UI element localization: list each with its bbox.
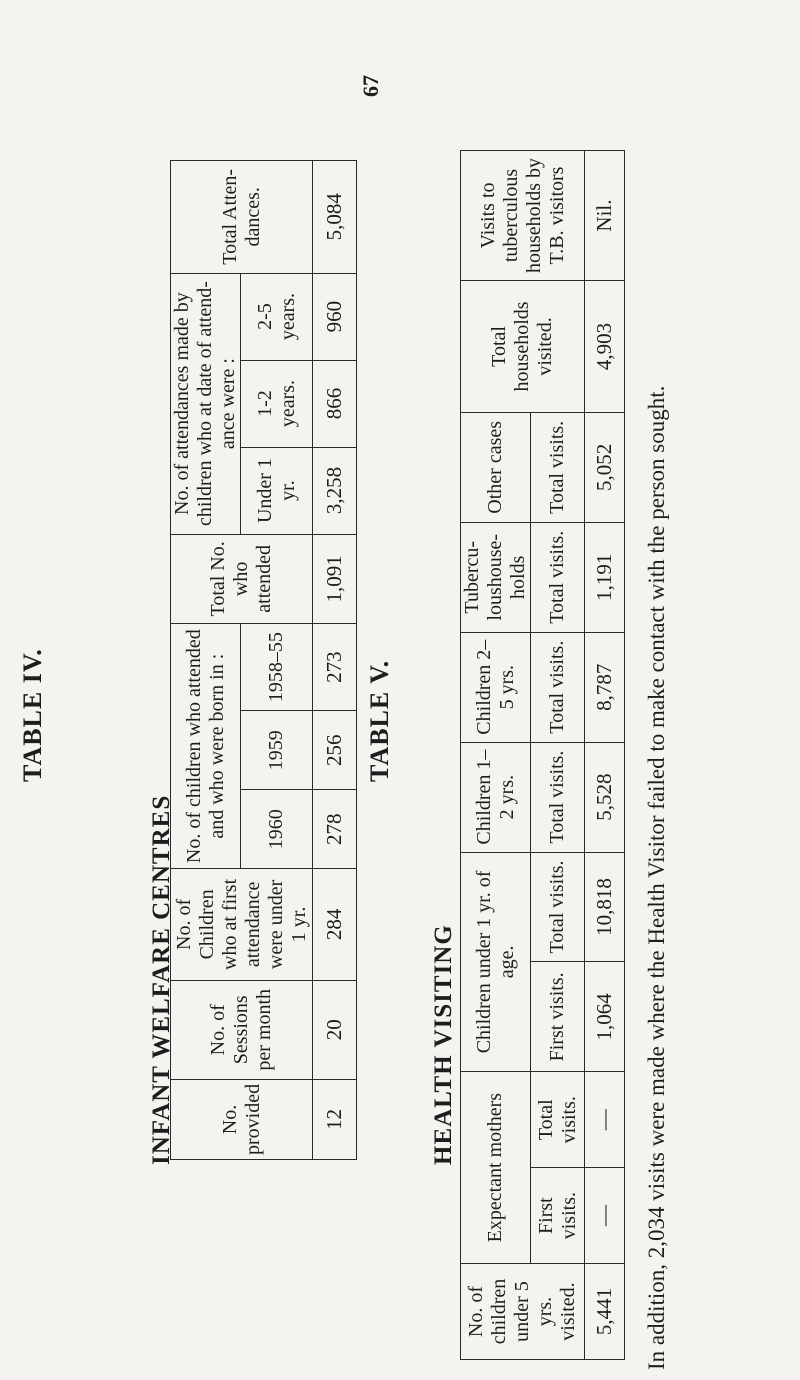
- value-born-1959: 256: [313, 711, 357, 790]
- footnote: In addition, 2,034 visits were made where the Health Visitor failed to make contact with the person sought.: [644, 385, 669, 1370]
- header-born-1959: 1959: [241, 711, 313, 790]
- header-under1-first: First visits.: [531, 962, 585, 1072]
- table-row: [313, 161, 357, 1160]
- header-other-total: Total visits.: [531, 412, 585, 522]
- value-under1-first: 1,064: [585, 962, 625, 1072]
- value-2-5-total: 8,787: [585, 632, 625, 742]
- header-born-1960: 1960: [241, 790, 313, 869]
- header-group-born: No. of children who attended and who were born in :: [171, 624, 241, 869]
- header-1-2-total: Total visits.: [531, 742, 585, 852]
- value-no-provided: 12: [313, 1079, 357, 1159]
- header-under1-total: Total visits.: [531, 852, 585, 962]
- health-visiting-table: [460, 150, 625, 1360]
- header-total-attendances: Total Atten- dances.: [171, 161, 313, 274]
- value-under1-total: 10,818: [585, 852, 625, 962]
- header-tb-total: Total visits.: [531, 522, 585, 632]
- value-1-2: 866: [313, 360, 357, 447]
- header-2-5-total: Total visits.: [531, 632, 585, 742]
- header-group-tb: Tubercu- loushouse- holds: [461, 522, 531, 632]
- value-2-5: 960: [313, 273, 357, 360]
- header-group-under1: Children under 1 yr. of age.: [461, 852, 531, 1072]
- header-no-provided: No. provided: [171, 1079, 313, 1159]
- value-1-2-total: 5,528: [585, 742, 625, 852]
- value-total-attended: 1,091: [313, 534, 357, 624]
- table4-heading: INFANT WELFARE CENTRES: [148, 794, 175, 1165]
- value-tb-total: 1,191: [585, 522, 625, 632]
- header-group-other: Other cases: [461, 412, 531, 522]
- value-expectant-first: —: [585, 1168, 625, 1264]
- table5-title: TABLE V.: [365, 659, 394, 782]
- value-born-1958-55: 273: [313, 624, 357, 711]
- table-row: [585, 151, 625, 1360]
- header-total-households: Total households visited.: [461, 281, 585, 413]
- header-expectant-total: Total visits.: [531, 1072, 585, 1168]
- value-under-1: 3,258: [313, 447, 357, 534]
- header-group-expectant: Expectant mothers: [461, 1072, 531, 1264]
- infant-welfare-table: [170, 160, 357, 1160]
- value-other-total: 5,052: [585, 412, 625, 522]
- table4-title: TABLE IV.: [18, 648, 47, 782]
- header-total-attended: Total No. who attended: [171, 534, 313, 624]
- value-sessions: 20: [313, 980, 357, 1079]
- header-children-visited: No. of children under 5 yrs. visited.: [461, 1264, 585, 1360]
- header-first-attendance: No. of Children who at first attendance were under 1 yr.: [171, 869, 313, 980]
- header-sessions: No. of Sessions per month: [171, 980, 313, 1079]
- header-group-2-5: Children 2–5 yrs.: [461, 632, 531, 742]
- value-born-1960: 278: [313, 790, 357, 869]
- value-tb-visitors: Nil.: [585, 151, 625, 281]
- value-households-total: 4,903: [585, 281, 625, 413]
- value-total-attendances: 5,084: [313, 161, 357, 274]
- header-age-under-1: Under 1 yr.: [241, 447, 313, 534]
- header-age-1-2: 1-2 years.: [241, 360, 313, 447]
- value-first-attendance: 284: [313, 869, 357, 980]
- table5-heading: HEALTH VISITING: [430, 924, 457, 1165]
- header-age-2-5: 2-5 years.: [241, 273, 313, 360]
- page-number: 67: [358, 75, 383, 97]
- value-children-visited: 5,441: [585, 1264, 625, 1360]
- header-tb-visitors: Visits to tuberculous households by T.B. visitors: [461, 151, 585, 281]
- header-born-1958-55: 1958–55: [241, 624, 313, 711]
- value-expectant-total: —: [585, 1072, 625, 1168]
- header-expectant-first: First visits.: [531, 1168, 585, 1264]
- header-group-1-2: Children 1–2 yrs.: [461, 742, 531, 852]
- header-group-age: No. of attendances made by children who at date of attend- ance were :: [171, 273, 241, 534]
